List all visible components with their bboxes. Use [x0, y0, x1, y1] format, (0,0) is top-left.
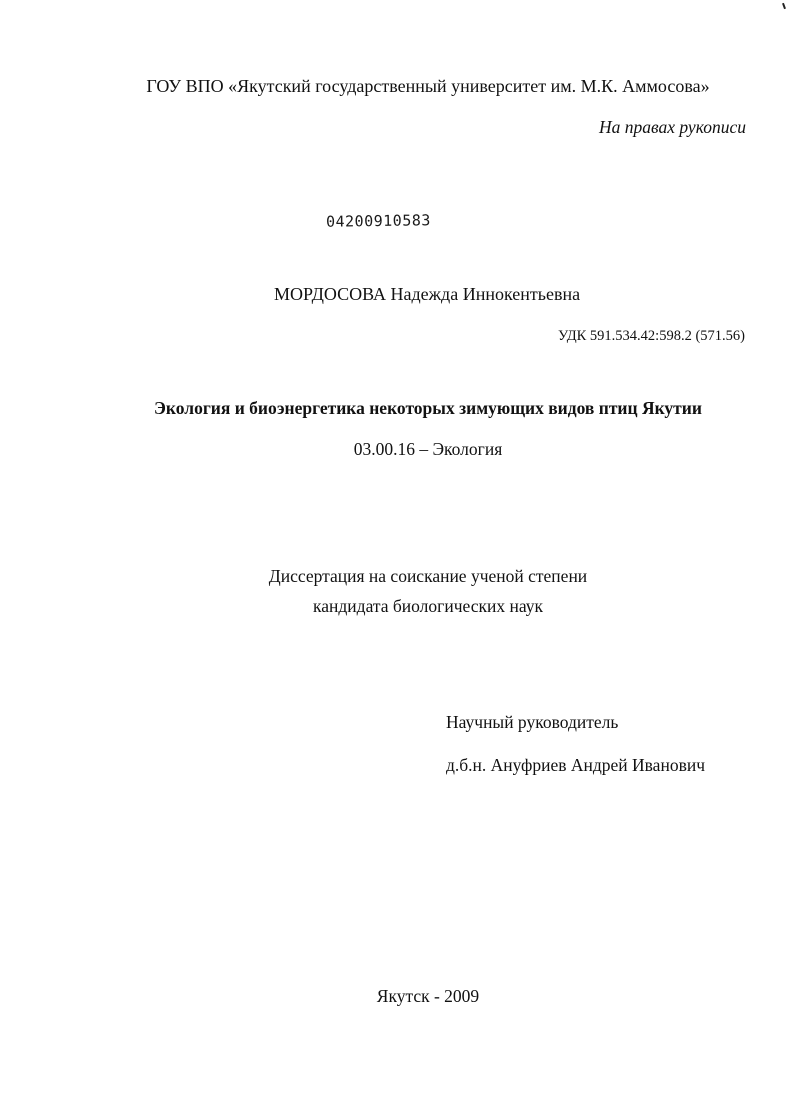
organization-name: ГОУ ВПО «Якутский государственный университет им. М.К. Аммосова» [146, 76, 710, 96]
advisor-label: Научный руководитель [446, 712, 619, 732]
udk-code: УДК 591.534.42:598.2 (571.56) [557, 328, 745, 344]
author-name: МОРДОСОВА Надежда Иннокентьевна [273, 284, 581, 304]
degree-line-2: кандидата биологических наук [313, 596, 543, 616]
registration-number: 04200910583 [325, 211, 431, 231]
scan-mark [782, 3, 786, 9]
advisor-name: д.б.н. Ануфриев Андрей Иванович [446, 755, 705, 775]
specialty-code: 03.00.16 – Экология [353, 439, 503, 459]
city-year: Якутск - 2009 [376, 986, 480, 1006]
degree-line-1: Диссертация на соискание ученой степени [268, 566, 588, 586]
thesis-title: Экология и биоэнергетика некоторых зимующих видов птиц Якутии [154, 398, 702, 418]
manuscript-note: На правах рукописи [599, 117, 746, 137]
